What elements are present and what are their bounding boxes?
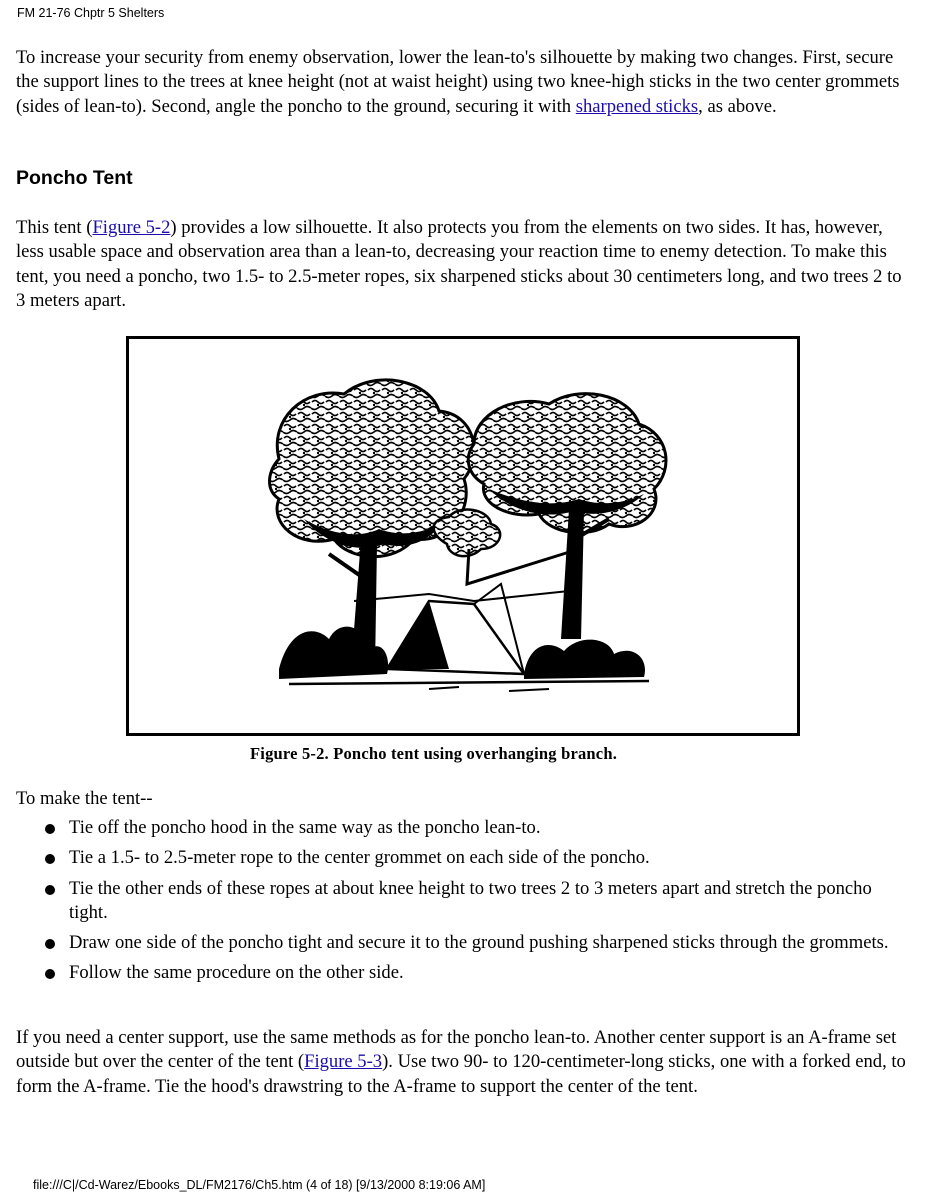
tent-description-text: This tent ( [16,217,93,238]
center-support-text-end: ). Use two 90- to 120-centimeter-long sticks, one with a forked end, to form the A-frame. Tie the hood's drawstring to the A-frame to support the center of the tent. [16,1051,906,1097]
figure-caption: Figure 5-2. Poncho tent using overhanging branch. [250,744,618,763]
figure-5-2 [126,336,800,736]
section-title: Poncho Tent [16,167,133,189]
right-tree [468,394,666,639]
intro-paragraph [16,46,914,119]
sharpened-sticks-link[interactable]: sharpened sticks [575,95,699,117]
page-footer: file:///C|/Cd-Warez/Ebooks_DL/FM2176/Ch5.htm (4 of 18) [9/13/2000 8:19:06 AM] [33,1178,486,1192]
center-support-text: If you need a center support, use the same methods as for the poncho lean-to. Another center support is an A-frame set outside but over the center of the tent ( [16,1027,897,1073]
poncho-tent-illustration [129,339,797,733]
tent-description-text-end: ) provides a low silhouette. It also protects you from the elements on two sides. It has, however, less usable space and observation area than a lean-to, decreasing your reaction time to enemy detection. To make this tent, you need a poncho, two 1.5- to 2.5-meter ropes, six sharpened sticks about 30 centimeters long, and two trees 2 to 3 meters apart. [16,217,902,311]
center-support-paragraph [16,1026,914,1099]
figure-5-3-link[interactable]: Figure 5-3 [304,1051,383,1073]
intro-text: To increase your security from enemy observation, lower the lean-to's silhouette by making two changes. First, secure the support lines to the trees at knee height (not at waist height) using two knee-high sticks in the two center grommets (sides of lean-to). Second, angle the poncho to the ground, securing it with [16,47,900,117]
list-item: Tie a 1.5- to 2.5-meter rope to the center grommet on each side of the poncho. [16,846,914,870]
list-item: Tie the other ends of these ropes at about knee height to two trees 2 to 3 meters apart and stretch the poncho tight. [16,877,914,926]
steps-intro: To make the tent-- [16,788,153,809]
intro-text-end: , as above. [698,95,777,117]
page-header: FM 21-76 Chptr 5 Shelters [17,6,165,20]
tent-description-paragraph [16,216,914,313]
list-item: Tie off the poncho hood in the same way as the poncho lean-to. [16,816,914,840]
steps-list [16,816,914,992]
list-item: Follow the same procedure on the other side. [16,961,914,985]
list-item: Draw one side of the poncho tight and secure it to the ground pushing sharpened sticks through the grommets. [16,931,914,955]
figure-5-2-link[interactable]: Figure 5-2 [92,217,171,238]
